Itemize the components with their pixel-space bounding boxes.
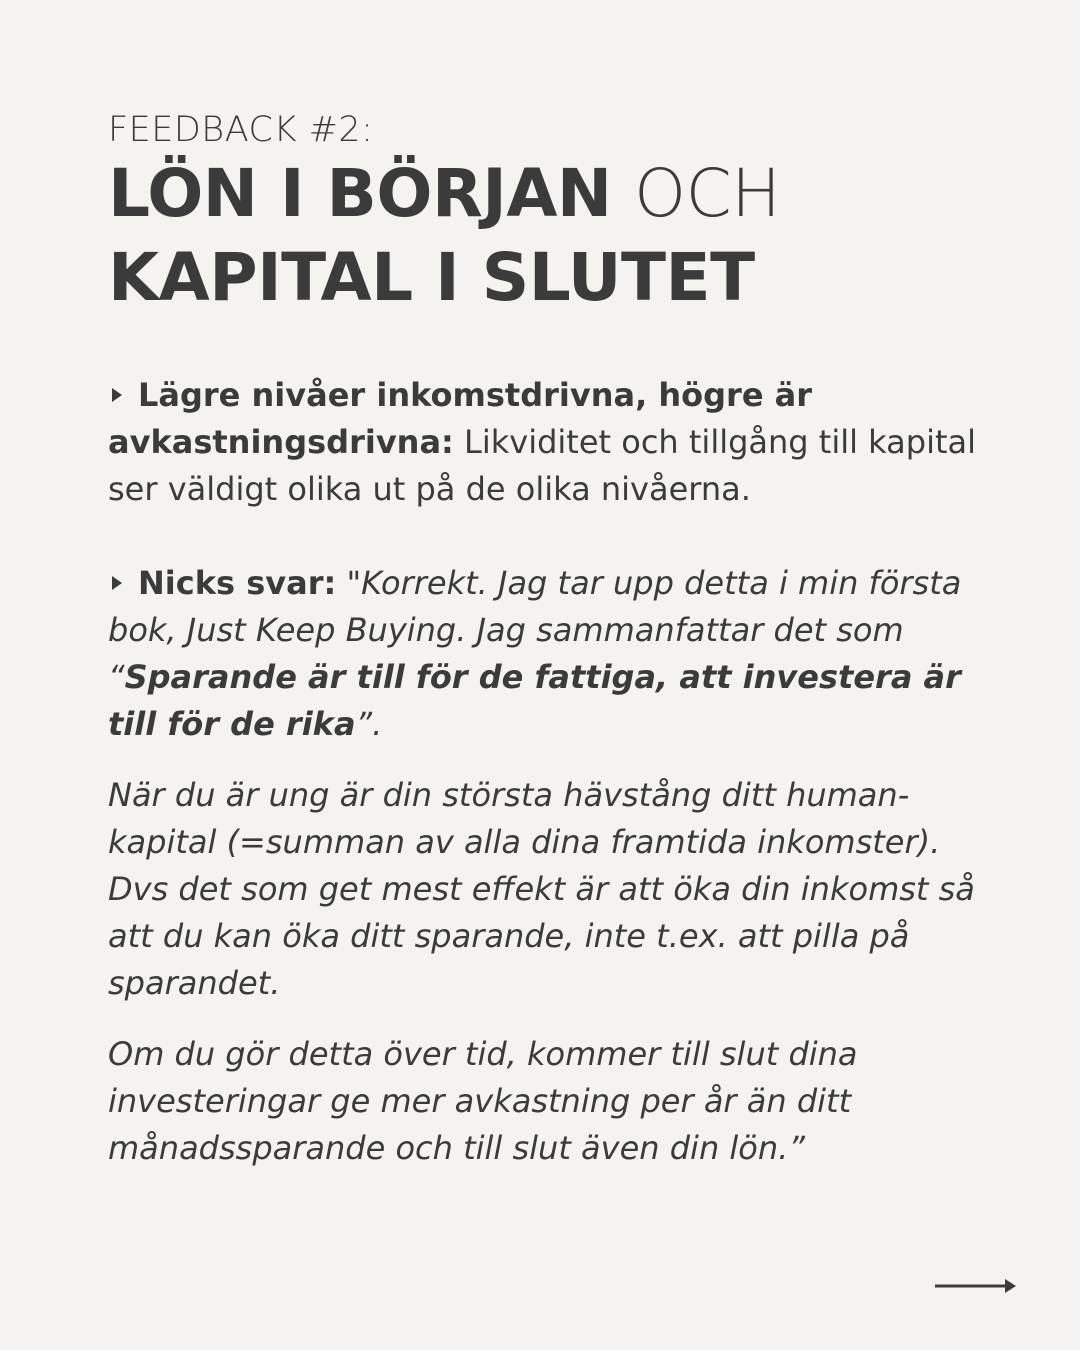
bullet-1 <box>108 372 988 513</box>
bullet-2-quote-bold: Sparande är till för de fattiga, att investera är till för de rika <box>108 658 961 743</box>
kicker: FEEDBACK #2: <box>108 110 374 150</box>
bullet-2 <box>108 560 988 748</box>
bullet-1-lead: Lägre nivåer inkomstdrivna, högre är avkastningsdrivna: <box>108 376 813 461</box>
paragraph-1: När du är ung är din största hävstång ditt human-kapital (=summan av alla dina framtida inkomster). Dvs det som get mest effekt är att öka din inkomst så att du kan öka ditt sparande, inte t.ex. att pilla på sparandet. <box>108 776 975 1002</box>
triangle-bullet-icon <box>112 576 122 590</box>
paragraph-2: Om du gör detta över tid, kommer till slut dina investeringar ge mer avkastning per år än ditt månadssparande och till slut även din lön.” <box>108 1035 858 1167</box>
bullet-2-quote-end: ”. <box>355 705 383 743</box>
title-line1-bold: LÖN I BÖRJAN <box>108 155 612 232</box>
title-line2-bold: KAPITAL I SLUTET <box>108 239 755 316</box>
bullet-1-text: Likviditet och tillgång till kapital ser väldigt olika ut på de olika nivåerna. <box>108 423 976 508</box>
slide-content <box>108 108 988 1172</box>
page-title <box>108 152 988 320</box>
bullet-2-lead: Nicks svar: <box>138 564 337 602</box>
body-text <box>108 372 988 1172</box>
bullet-2-quote-start: "Korrekt. Jag tar upp detta i min första bok, Just Keep Buying. Jag sammanfattar det som “ <box>108 564 962 696</box>
title-line1-light: OCH <box>634 155 781 232</box>
triangle-bullet-icon <box>112 388 122 402</box>
arrow-right-icon[interactable] <box>935 1276 1017 1296</box>
